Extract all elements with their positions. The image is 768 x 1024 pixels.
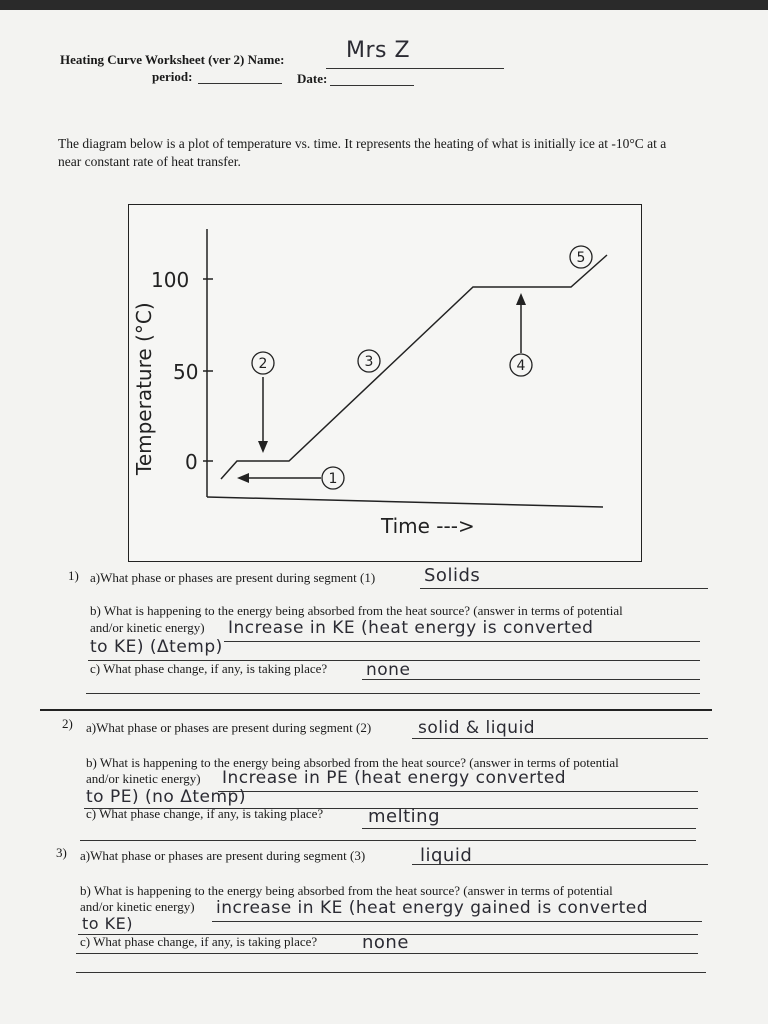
q1-b-answer-1[interactable]: Increase in KE (heat energy is converted [228, 618, 594, 638]
q3-a-answer[interactable]: liquid [420, 845, 473, 866]
marker-5-label: 5 [576, 250, 586, 266]
q1-a-line [420, 588, 708, 589]
q2-c-label: c) What phase change, if any, is taking place? [86, 806, 324, 821]
q1-a-answer[interactable]: Solids [424, 565, 481, 586]
q2-a-label: a)What phase or phases are present during segment (2) [86, 720, 372, 735]
intro-line-1: The diagram below is a plot of temperature vs. time. It represents the heating of what is initially ice at -10°C at a [58, 136, 667, 151]
q1-c-label: c) What phase change, if any, is taking place? [90, 661, 328, 676]
q3-b-label-1: b) What is happening to the energy being absorbed from the heat source? (answer in terms of potential [80, 883, 613, 898]
q3-c-label: c) What phase change, if any, is taking place? [80, 934, 318, 949]
arrow-4-head [516, 293, 526, 305]
intro-line-2: near constant rate of heat transfer. [58, 154, 241, 169]
worksheet-title: Heating Curve Worksheet (ver 2) Name: [60, 52, 285, 67]
arrow-2-head [258, 441, 268, 453]
x-axis-label: Time ---> [381, 514, 475, 538]
date-line [330, 85, 414, 86]
q2-b-line-1 [218, 791, 698, 792]
q2-b-label-1: b) What is happening to the energy being absorbed from the heat source? (answer in terms of potential [86, 755, 619, 770]
marker-1-label: 1 [328, 471, 338, 487]
q1-b-label-2: and/or kinetic energy) [90, 620, 205, 635]
heating-curve-graph [128, 204, 642, 562]
scan-edge [0, 0, 768, 10]
marker-4 [510, 354, 532, 376]
q3-b-label-2: and/or kinetic energy) [80, 899, 195, 914]
q2-b-label-2: and/or kinetic energy) [86, 771, 201, 786]
date-label: Date: [297, 71, 328, 86]
q3-b-line-1 [212, 921, 702, 922]
q1-b-answer-2[interactable]: to KE) (Δtemp) [90, 637, 223, 657]
q1-b-line-1 [224, 641, 700, 642]
q1-b-label-1: b) What is happening to the energy being absorbed from the heat source? (answer in terms of potential [90, 603, 623, 618]
q1-a-label: a)What phase or phases are present during segment (1) [90, 570, 376, 585]
marker-3 [358, 350, 380, 372]
marker-2-label: 2 [258, 356, 268, 372]
period-label: period: [152, 69, 193, 84]
q2-c-line-2 [80, 840, 696, 841]
period-line [198, 83, 282, 84]
y-tick-label-100: 100 [151, 268, 190, 292]
section-divider [40, 709, 712, 711]
q2-c-line [362, 828, 696, 829]
y-axis-label: Temperature (°C) [132, 302, 156, 475]
arrow-1-head [237, 473, 249, 483]
q3-number: 3) [56, 845, 67, 860]
heating-curve-svg [129, 205, 641, 561]
q3-a-line [412, 864, 708, 865]
q1-number: 1) [68, 568, 79, 583]
q2-a-answer[interactable]: solid & liquid [418, 718, 536, 738]
heating-curve-line [221, 255, 607, 479]
q3-b-answer-2[interactable]: to KE) [82, 914, 133, 933]
q1-c-line-2 [86, 693, 700, 694]
marker-5 [570, 246, 592, 268]
q1-c-answer[interactable]: none [366, 660, 411, 680]
q3-c-line-2 [76, 972, 706, 973]
q1-c-line [362, 679, 700, 680]
q3-c-answer[interactable]: none [362, 932, 409, 953]
q3-a-label: a)What phase or phases are present during segment (3) [80, 848, 366, 863]
q2-b-answer-1[interactable]: Increase in PE (heat energy converted [222, 768, 567, 788]
marker-2 [252, 352, 274, 374]
marker-1 [322, 467, 344, 489]
marker-3-label: 3 [364, 354, 374, 370]
q2-a-line [412, 738, 708, 739]
q2-c-answer[interactable]: melting [368, 806, 441, 827]
q2-number: 2) [62, 716, 73, 731]
q3-b-answer-1[interactable]: increase in KE (heat energy gained is converted [216, 898, 649, 918]
q3-c-line [76, 953, 698, 954]
x-axis [207, 497, 603, 507]
q2-b-answer-2[interactable]: to PE) (no Δtemp) [86, 787, 246, 807]
name-line [326, 68, 504, 69]
marker-4-label: 4 [516, 358, 526, 374]
y-tick-label-50: 50 [173, 360, 199, 384]
name-value: Mrs Z [346, 38, 411, 63]
y-tick-label-0: 0 [185, 450, 198, 474]
